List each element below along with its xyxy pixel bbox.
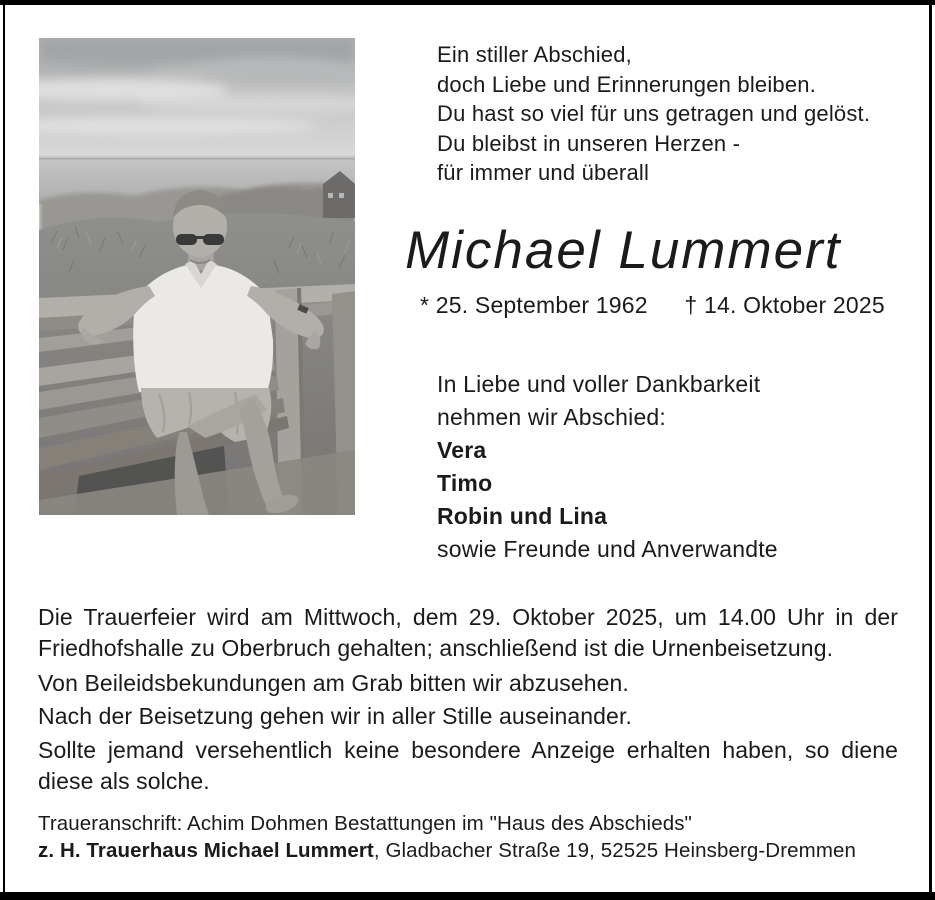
service-paragraph: Sollte jemand versehentlich keine besondere Anzeige erhalten haben, so diene diese als solche. (38, 737, 898, 794)
frame-left-line (3, 5, 5, 892)
frame-top-bar (0, 0, 935, 5)
poem-line: Du bleibst in unseren Herzen - (437, 130, 741, 156)
service-paragraph: Nach der Beisetzung gehen wir in aller Stille auseinander. (38, 703, 632, 730)
farewell-intro-line: In Liebe und voller Dankbarkeit (437, 371, 761, 397)
mourning-address (38, 810, 856, 864)
service-paragraph: Die Trauerfeier wird am Mittwoch, dem 29. Oktober 2025, um 14.00 Uhr in der Friedhofshalle zu Oberbruch gehalten; anschließend ist die Urnenbeisetzung. (38, 604, 898, 661)
address-street-city: , Gladbacher Straße 19, 52525 Heinsberg-Dremmen (373, 839, 856, 862)
poem-line: doch Liebe und Erinnerungen bleiben. (437, 71, 817, 97)
life-dates (420, 292, 885, 319)
mourner-name: Robin und Lina (437, 503, 608, 529)
mourner-name: Timo (437, 470, 493, 496)
mourners-section (437, 368, 778, 566)
frame-right-line (929, 5, 932, 892)
mourners-suffix: sowie Freunde und Anverwandte (437, 536, 778, 562)
address-line: Traueranschrift: Achim Dohmen Bestattungen im "Haus des Abschieds" (38, 812, 692, 835)
service-paragraph: Von Beileidsbekundungen am Grab bitten wir abzusehen. (38, 669, 629, 696)
deceased-name: Michael Lummert (405, 221, 842, 280)
address-line (38, 837, 856, 864)
poem-line: Ein stiller Abschied, (437, 42, 632, 67)
service-details (38, 602, 898, 801)
poem-line: für immer und überall (437, 160, 650, 186)
poem-line: Du hast so viel für uns getragen und gelöst. (437, 101, 871, 127)
farewell-intro-line: nehmen wir Abschied: (437, 404, 667, 430)
memorial-portrait-photo (39, 38, 355, 515)
mourner-name: Vera (437, 437, 487, 463)
death-date: † 14. Oktober 2025 (684, 292, 885, 318)
birth-date: * 25. September 1962 (420, 292, 648, 318)
address-funeral-home: z. H. Trauerhaus Michael Lummert (38, 839, 374, 862)
frame-bottom-bar (0, 892, 935, 900)
farewell-poem (437, 40, 870, 188)
